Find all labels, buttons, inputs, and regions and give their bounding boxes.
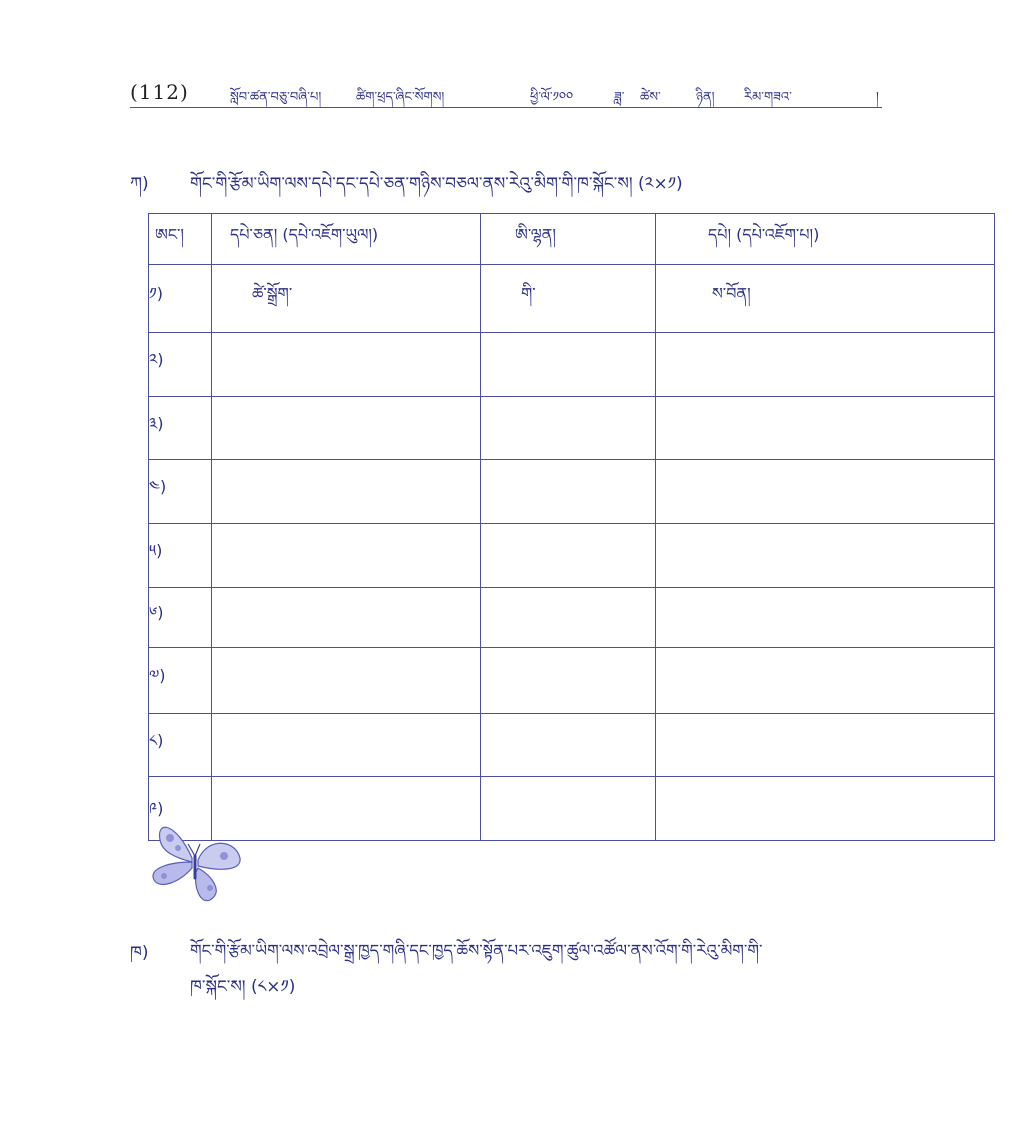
row-number: ༡) — [149, 265, 212, 333]
cell-example-holder[interactable] — [212, 777, 481, 841]
table-header-row — [149, 214, 995, 265]
header-year: ཕྱི་ལོ་༡༠༠ — [530, 90, 574, 105]
row-number: ༣) — [149, 397, 212, 460]
cell-example-holder[interactable] — [212, 648, 481, 714]
cell-particle[interactable] — [481, 777, 656, 841]
header-date: ཉིན། — [696, 90, 715, 105]
header-day: ཚེས་ — [640, 90, 661, 105]
cell-particle[interactable] — [481, 333, 656, 397]
cell-example[interactable] — [656, 714, 995, 777]
cell-example-holder[interactable] — [212, 588, 481, 648]
cell-particle[interactable] — [481, 460, 656, 524]
cell-example-holder[interactable] — [212, 460, 481, 524]
cell-example: ས་བོན། — [656, 265, 995, 333]
row-number: ༤) — [149, 460, 212, 524]
header-month: ཟླ་ — [614, 90, 625, 105]
cell-particle[interactable] — [481, 524, 656, 588]
page-header — [130, 78, 882, 108]
table-row — [149, 460, 995, 524]
header-weekday: རིམ་གཟའ་ — [744, 90, 792, 105]
question-kha-line2: ཁ་སྐོང་ས། (༨×༡) — [190, 977, 296, 997]
header-end-mark: ། — [876, 90, 879, 105]
question-ka-label: ཀ) — [130, 174, 149, 194]
header-particle: ཨི་ལྷན། — [481, 214, 656, 265]
table-row — [149, 714, 995, 777]
table-row — [149, 265, 995, 333]
header-topic: ཚིག་ཕྲད་ཞིང་སོགས། — [356, 90, 445, 105]
table-row — [149, 333, 995, 397]
cell-example-holder[interactable] — [212, 397, 481, 460]
header-rule — [130, 107, 882, 108]
header-number: ཨང་། — [149, 214, 212, 265]
cell-particle: གི་ — [481, 265, 656, 333]
cell-example-holder[interactable] — [212, 524, 481, 588]
cell-example[interactable] — [656, 460, 995, 524]
cell-particle[interactable] — [481, 648, 656, 714]
cell-example-holder[interactable] — [212, 714, 481, 777]
butterfly-decoration-icon — [146, 818, 244, 904]
cell-example[interactable] — [656, 648, 995, 714]
page-number: (112) — [130, 80, 189, 104]
cell-particle[interactable] — [481, 714, 656, 777]
row-number: ༥) — [149, 524, 212, 588]
cell-example[interactable] — [656, 333, 995, 397]
row-number: ༧) — [149, 648, 212, 714]
row-number: ༩) — [149, 777, 212, 841]
table-row — [149, 648, 995, 714]
cell-particle[interactable] — [481, 397, 656, 460]
cell-example[interactable] — [656, 397, 995, 460]
header-lesson: སློབ་ཚན་བཅུ་བཞི་པ། — [230, 90, 322, 105]
table-row — [149, 524, 995, 588]
cell-example[interactable] — [656, 524, 995, 588]
row-number: ༨) — [149, 714, 212, 777]
table-row — [149, 777, 995, 841]
answer-table — [148, 213, 995, 841]
question-ka-text: གོང་གི་རྩོམ་ཡིག་ལས་དཔེ་དང་དཔེ་ཅན་གཉིས་བཅལ་ནས་རེའུ་མིག་གི་ཁ་སྐོང་ས། (༢×༡) — [190, 174, 683, 194]
cell-particle[interactable] — [481, 588, 656, 648]
table-row — [149, 588, 995, 648]
cell-example[interactable] — [656, 777, 995, 841]
row-number: ༦) — [149, 588, 212, 648]
question-kha-label: ཁ) — [130, 943, 149, 963]
cell-example-holder: ཚེ་སྒྲོག་ — [212, 265, 481, 333]
table-row — [149, 397, 995, 460]
header-example-holder: དཔེ་ཅན། (དཔེ་འཇོག་ཡུལ།) — [212, 214, 481, 265]
header-example: དཔེ། (དཔེ་འཇོག་པ།) — [656, 214, 995, 265]
row-number: ༢) — [149, 333, 212, 397]
cell-example-holder[interactable] — [212, 333, 481, 397]
question-kha-line1: གོང་གི་རྩོམ་ཡིག་ལས་འབྲེལ་སྒྲ་ཁྱད་གཞི་དང་ཁྱད་ཆོས་སྟོན་པར་འཇུག་ཚུལ་འཚོལ་ནས་འོག་གི་རེའུ་མིག་གི་ — [190, 941, 763, 960]
cell-example[interactable] — [656, 588, 995, 648]
